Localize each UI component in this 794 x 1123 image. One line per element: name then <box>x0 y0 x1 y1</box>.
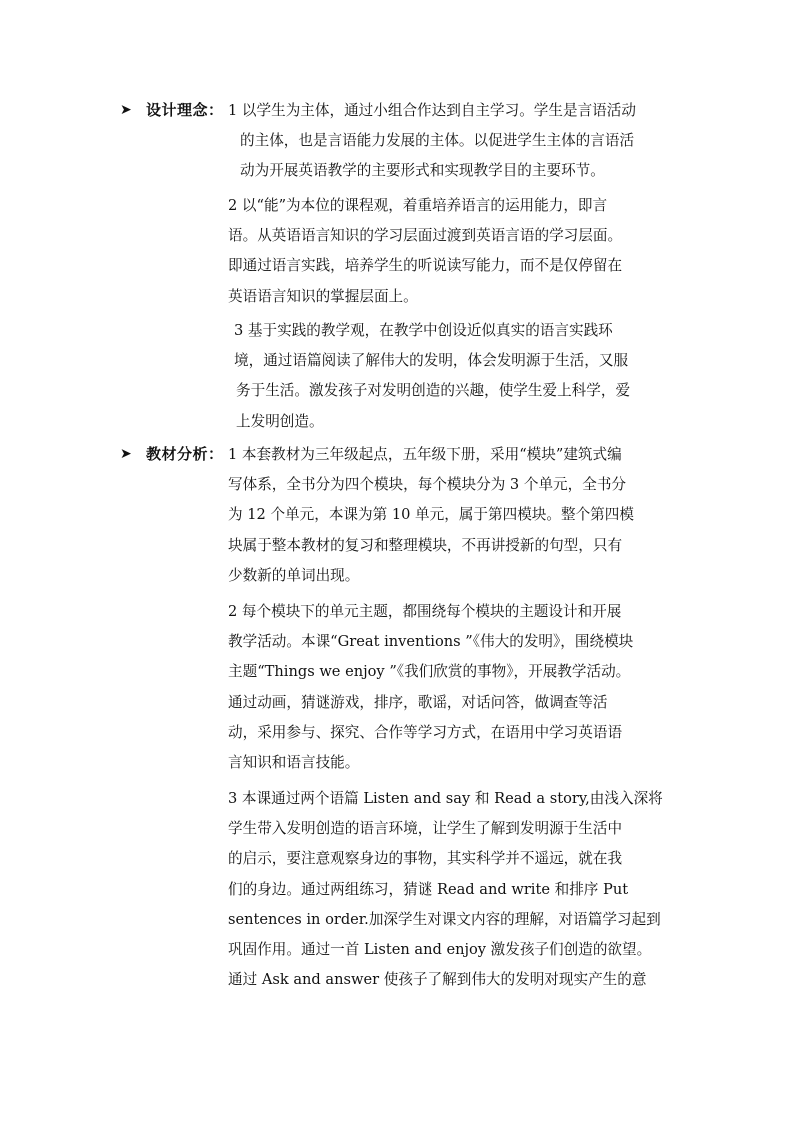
text-line: 2 每个模块下的单元主题，都围绕每个模块的主题设计和开展 <box>228 603 622 620</box>
section-label: 教材分析： <box>146 445 224 463</box>
text-line: 英语语言知识的掌握层面上。 <box>228 287 418 305</box>
text-line: 语。从英语语言知识的学习层面过渡到英语言语的学习层面。 <box>228 227 623 245</box>
text-line: 块属于整本教材的复习和整理模块，不再讲授新的句型，只有 <box>228 536 623 554</box>
text-line: 务于生活。激发孩子对发明创造的兴趣，使学生爱上科学，爱 <box>236 382 631 400</box>
text-line: 们的身边。通过两组练习，猜谜 Read and write 和排序 Put <box>228 880 629 898</box>
text-line: 的主体，也是言语能力发展的主体。以促进学生主体的言语活 <box>240 132 635 150</box>
paragraph <box>228 96 636 187</box>
text-line: 上发明创造。 <box>236 412 324 430</box>
text-line: 境，通过语篇阅读了解伟大的发明，体会发明源于生活，又服 <box>234 352 629 370</box>
paragraph <box>228 316 630 437</box>
text-line: 学生带入发明创造的语言环境，让学生了解到发明源于生活中 <box>228 820 623 838</box>
text-line: 通过 Ask and answer 使孩子了解到伟大的发明对现实产生的意 <box>228 971 647 989</box>
text-line: sentences in order.加深学生对课文内容的理解，对语篇学习起到 <box>228 910 661 928</box>
section-label: 设计理念： <box>146 101 224 119</box>
text-line: 的启示，要注意观察身边的事物，其实科学并不遥远，就在我 <box>228 850 623 868</box>
text-line: 动为开展英语教学的主要形式和实现教学目的主要环节。 <box>240 162 605 180</box>
paragraph <box>228 784 663 995</box>
text-line: 主题“Things we enjoy ”《我们欣赏的事物》，开展教学活动。 <box>228 663 631 681</box>
arrow-bullet-icon: ➤ <box>120 102 132 118</box>
text-line: 即通过语言实践，培养学生的听说读写能力，而不是仅停留在 <box>228 257 623 275</box>
paragraph <box>228 191 622 312</box>
text-line: 巩固作用。通过一首 Listen and enjoy 激发孩子们创造的欲望。 <box>228 941 652 959</box>
paragraph <box>228 440 634 591</box>
paragraph <box>228 597 633 778</box>
text-line: 为 12 个单元，本课为第 10 单元，属于第四模块。整个第四模 <box>228 506 634 524</box>
text-line: 教学活动。本课“Great inventions ”《伟大的发明》，围绕模块 <box>228 633 634 651</box>
text-line: 2 以“能”为本位的课程观，着重培养语言的运用能力，即言 <box>228 197 608 214</box>
text-line: 言知识和语言技能。 <box>228 754 360 772</box>
text-line: 通过动画，猜谜游戏，排序，歌谣，对话问答，做调查等活 <box>228 693 608 711</box>
text-line: 写体系，全书分为四个模块，每个模块分为 3 个单元，全书分 <box>228 476 627 494</box>
text-line: 少数新的单词出现。 <box>228 566 360 584</box>
text-line: 3 本课通过两个语篇 Listen and say 和 Read a story,由浅入深将 <box>228 790 663 807</box>
arrow-bullet-icon: ➤ <box>120 446 132 462</box>
text-line: 1 以学生为主体，通过小组合作达到自主学习。学生是言语活动 <box>228 102 636 119</box>
text-line: 1 本套教材为三年级起点，五年级下册，采用“模块”建筑式编 <box>228 446 622 463</box>
text-line: 3 基于实践的教学观，在教学中创设近似真实的语言实践环 <box>234 322 613 339</box>
text-line: 动，采用参与、探究、合作等学习方式，在语用中学习英语语 <box>228 723 623 741</box>
